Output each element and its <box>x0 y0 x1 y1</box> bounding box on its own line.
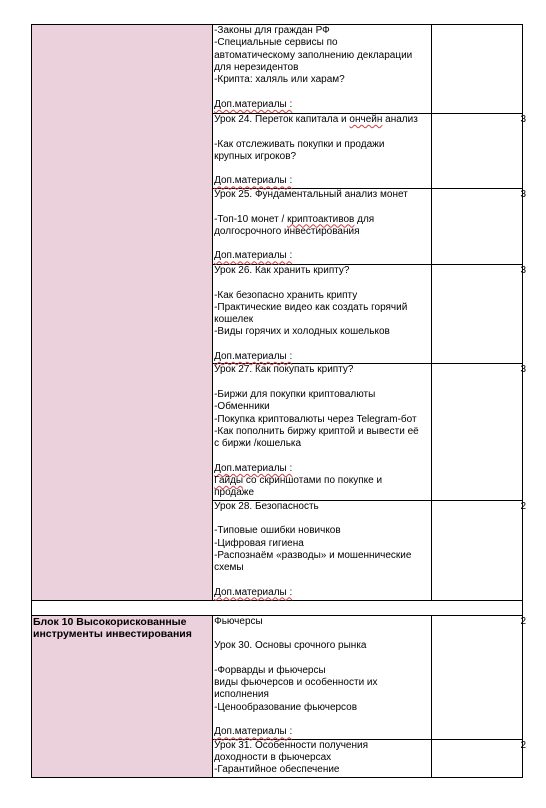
materials-label: Доп.материалы : <box>214 250 293 262</box>
list-item: -Распознаём «разводы» и мошеннические <box>214 549 412 561</box>
hours-cell: 3 <box>432 114 523 189</box>
materials-label: Доп.материалы : <box>214 726 293 738</box>
list-item: автоматическому заполнению декларации <box>214 49 413 61</box>
lesson-title: Урок 31. Особенности получения <box>214 739 369 751</box>
list-item: -Практические видео как создать горячий <box>214 301 408 313</box>
table-row <box>32 25 523 114</box>
list-item: -Гарантийное обеспечение <box>214 764 340 776</box>
list-item: -Как безопасно хранить крипту <box>214 289 358 301</box>
list-item: -Крипта: халяль или харам? <box>214 74 345 86</box>
block-title: Блок 10 Высокорискованные инструменты инвестирования <box>32 615 213 777</box>
materials-label: Доп.материалы : <box>214 462 293 474</box>
list-item: -Как пополнить биржу криптой и вывести её <box>214 425 419 437</box>
list-item: -Топ-10 монет / криптоактивов для <box>214 213 375 225</box>
list-item: виды фьючерсов и особенности их <box>214 677 378 689</box>
lesson-content-cell <box>213 615 432 739</box>
hours-cell: 2 <box>432 615 523 739</box>
list-item: долгосрочного инвестирования <box>214 225 360 237</box>
lesson-title: Урок 26. Как хранить крипту? <box>214 265 350 276</box>
list-item: -Специальные сервисы по <box>214 37 338 49</box>
list-item: -Покупка криптовалюты через Telegram-бот <box>214 413 417 425</box>
list-item: -Цифровая гигиена <box>214 537 304 549</box>
lesson-title: доходности в фьючерсах <box>214 751 332 763</box>
list-item: -Обменники <box>214 401 270 413</box>
list-item: схемы <box>214 562 244 574</box>
lesson-content-cell <box>213 189 432 265</box>
list-item: крупных игроков? <box>214 150 297 162</box>
lesson-content-cell <box>213 739 432 777</box>
materials-label: Доп.материалы : <box>214 586 293 598</box>
hours-cell: 3 <box>432 189 523 265</box>
list-item: -Ценообразование фьючерсов <box>214 701 358 713</box>
list-item: с биржи /кошелька <box>214 438 302 450</box>
list-item: исполнения <box>214 689 269 701</box>
hours-cell: 3 <box>432 265 523 364</box>
separator-row <box>32 600 523 615</box>
materials-item: продаже <box>214 487 255 499</box>
list-item: -Форварды и фьючерсы <box>214 664 326 676</box>
lesson-title: Урок 30. Основы срочного рынка <box>214 640 367 652</box>
materials-label: Доп.материалы : <box>214 98 293 110</box>
table-row <box>32 615 523 739</box>
section-header: Фьючерсы <box>214 615 263 627</box>
lesson-content-cell <box>213 25 432 114</box>
block-cell <box>32 25 213 601</box>
lesson-title: Урок 27. Как покупать крипту? <box>214 364 354 376</box>
lesson-title: Урок 28. Безопасность <box>214 500 319 512</box>
materials-label: Доп.материалы : <box>214 351 293 363</box>
materials-item: Гайды со скриншотами по покупке и <box>214 475 383 487</box>
lesson-content-cell <box>213 500 432 600</box>
list-item: -Биржи для покупки криптовалюты <box>214 388 376 400</box>
list-item: -Законы для граждан РФ <box>214 25 330 36</box>
lesson-content-cell <box>213 265 432 364</box>
curriculum-table <box>31 24 526 778</box>
list-item: -Виды горячих и холодных кошельков <box>214 326 390 338</box>
materials-label: Доп.материалы : <box>214 175 293 187</box>
lesson-title: Урок 25. Фундаментальный анализ монет <box>214 189 408 200</box>
lesson-content-cell <box>213 114 432 189</box>
list-item: для нерезидентов <box>214 61 299 73</box>
hours-cell: 3 <box>432 364 523 500</box>
hours-cell: 2 <box>432 500 523 600</box>
lesson-title: Урок 24. Переток капитала и ончейн анализ <box>214 114 418 125</box>
lesson-content-cell <box>213 364 432 500</box>
list-item: -Как отслеживать покупки и продажи <box>214 138 385 150</box>
list-item: -Типовые ошибки новичков <box>214 525 341 537</box>
hours-cell: 2 <box>432 739 523 777</box>
list-item: кошелек <box>214 314 254 326</box>
hours-cell <box>432 25 523 114</box>
